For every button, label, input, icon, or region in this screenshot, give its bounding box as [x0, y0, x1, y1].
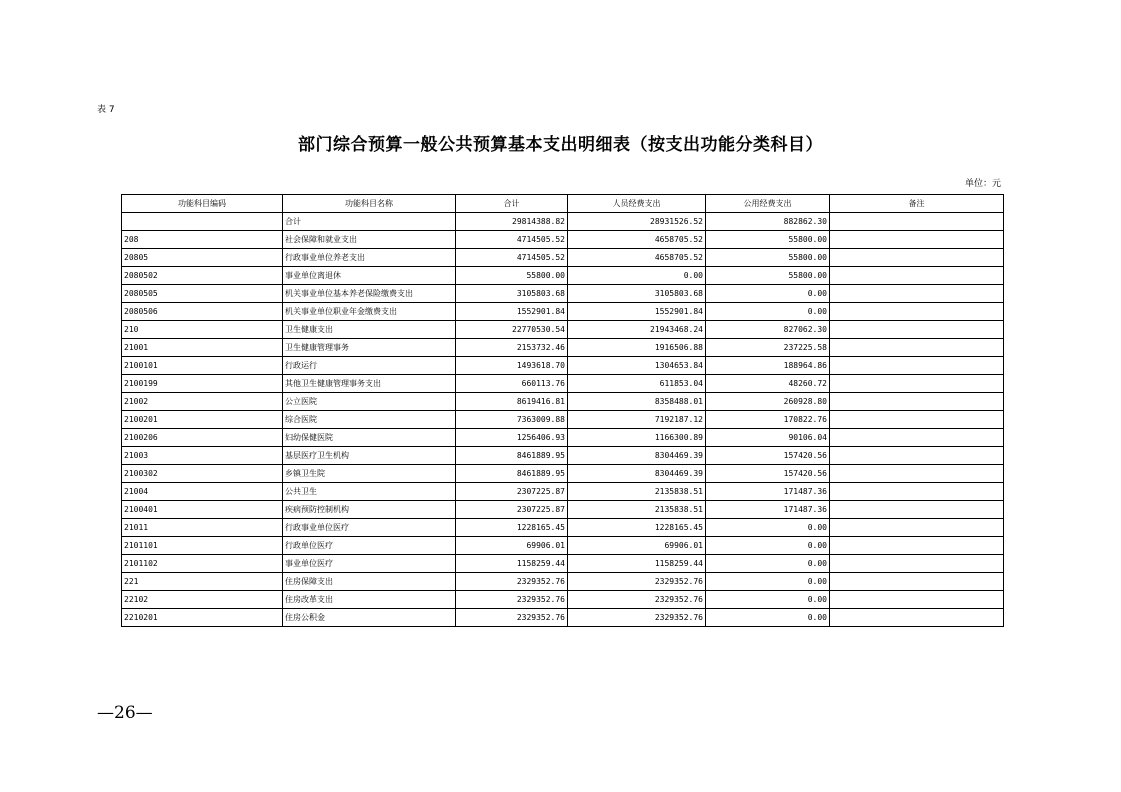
cell-note: [830, 393, 1004, 411]
cell-code: 2100206: [122, 429, 283, 447]
cell-public: 260928.80: [706, 393, 830, 411]
cell-total: 2307225.87: [456, 501, 568, 519]
cell-public: 48260.72: [706, 375, 830, 393]
cell-personnel: 2135838.51: [568, 483, 706, 501]
table-row: [122, 591, 1004, 609]
cell-public: 0.00: [706, 591, 830, 609]
cell-note: [830, 519, 1004, 537]
header-name: 功能科目名称: [283, 195, 456, 213]
header-personnel: 人员经费支出: [568, 195, 706, 213]
cell-personnel: 69906.01: [568, 537, 706, 555]
table-row: [122, 501, 1004, 519]
cell-total: 1256406.93: [456, 429, 568, 447]
cell-name: 综合医院: [283, 411, 456, 429]
cell-personnel: 1158259.44: [568, 555, 706, 573]
cell-total: 4714505.52: [456, 231, 568, 249]
cell-public: 171487.36: [706, 483, 830, 501]
cell-note: [830, 537, 1004, 555]
cell-personnel: 1552901.84: [568, 303, 706, 321]
table-row: [122, 483, 1004, 501]
cell-personnel: 1228165.45: [568, 519, 706, 537]
cell-name: 公立医院: [283, 393, 456, 411]
table-row: [122, 285, 1004, 303]
cell-name: 疾病预防控制机构: [283, 501, 456, 519]
cell-total: 2153732.46: [456, 339, 568, 357]
cell-total: 3105803.68: [456, 285, 568, 303]
cell-code: 210: [122, 321, 283, 339]
table-number-label: 表 7: [97, 105, 115, 115]
cell-public: 90106.04: [706, 429, 830, 447]
cell-name: 行政事业单位医疗: [283, 519, 456, 537]
table-row: [122, 447, 1004, 465]
cell-name: 事业单位离退休: [283, 267, 456, 285]
cell-code: 2100199: [122, 375, 283, 393]
cell-code: 22102: [122, 591, 283, 609]
cell-total: 1158259.44: [456, 555, 568, 573]
cell-total: 2329352.76: [456, 591, 568, 609]
cell-public: 157420.56: [706, 465, 830, 483]
cell-total: 1228165.45: [456, 519, 568, 537]
header-total: 合计: [456, 195, 568, 213]
cell-total: 8461889.95: [456, 447, 568, 465]
cell-total: 8461889.95: [456, 465, 568, 483]
cell-note: [830, 465, 1004, 483]
cell-name: 合计: [283, 213, 456, 231]
cell-personnel: 1166300.89: [568, 429, 706, 447]
cell-note: [830, 249, 1004, 267]
cell-personnel: 21943468.24: [568, 321, 706, 339]
cell-name: 住房公积金: [283, 609, 456, 627]
cell-code: 21003: [122, 447, 283, 465]
cell-code: 2101101: [122, 537, 283, 555]
cell-total: 1493618.70: [456, 357, 568, 375]
cell-public: 0.00: [706, 303, 830, 321]
cell-note: [830, 555, 1004, 573]
cell-name: 事业单位医疗: [283, 555, 456, 573]
cell-personnel: 4658705.52: [568, 231, 706, 249]
cell-name: 行政运行: [283, 357, 456, 375]
table-total-row: [122, 213, 1004, 231]
cell-note: [830, 213, 1004, 231]
cell-note: [830, 321, 1004, 339]
cell-code: 21011: [122, 519, 283, 537]
cell-total: 4714505.52: [456, 249, 568, 267]
table-row: [122, 555, 1004, 573]
cell-personnel: 3105803.68: [568, 285, 706, 303]
cell-note: [830, 375, 1004, 393]
cell-name: 机关事业单位基本养老保险缴费支出: [283, 285, 456, 303]
cell-note: [830, 285, 1004, 303]
cell-note: [830, 501, 1004, 519]
header-code: 功能科目编码: [122, 195, 283, 213]
cell-name: 卫生健康支出: [283, 321, 456, 339]
header-public: 公用经费支出: [706, 195, 830, 213]
cell-code: 2080505: [122, 285, 283, 303]
cell-personnel: 28931526.52: [568, 213, 706, 231]
cell-total: 660113.76: [456, 375, 568, 393]
cell-public: 55800.00: [706, 231, 830, 249]
cell-total: 7363009.88: [456, 411, 568, 429]
cell-note: [830, 339, 1004, 357]
cell-personnel: 2329352.76: [568, 609, 706, 627]
table-row: [122, 339, 1004, 357]
cell-note: [830, 573, 1004, 591]
cell-name: 住房保障支出: [283, 573, 456, 591]
expenditure-table: [121, 194, 1004, 627]
cell-public: 0.00: [706, 573, 830, 591]
cell-note: [830, 429, 1004, 447]
cell-code: 20805: [122, 249, 283, 267]
cell-note: [830, 303, 1004, 321]
cell-name: 机关事业单位职业年金缴费支出: [283, 303, 456, 321]
cell-total: 1552901.84: [456, 303, 568, 321]
cell-note: [830, 231, 1004, 249]
cell-name: 妇幼保健医院: [283, 429, 456, 447]
cell-name: 社会保障和就业支出: [283, 231, 456, 249]
cell-public: 188964.86: [706, 357, 830, 375]
cell-note: [830, 267, 1004, 285]
table-row: [122, 609, 1004, 627]
cell-total: 2329352.76: [456, 573, 568, 591]
cell-total: 8619416.81: [456, 393, 568, 411]
table-row: [122, 321, 1004, 339]
cell-name: 卫生健康管理事务: [283, 339, 456, 357]
cell-name: 行政单位医疗: [283, 537, 456, 555]
cell-personnel: 7192187.12: [568, 411, 706, 429]
cell-total: 55800.00: [456, 267, 568, 285]
cell-name: 公共卫生: [283, 483, 456, 501]
page-title: 部门综合预算一般公共预算基本支出明细表（按支出功能分类科目）: [298, 135, 823, 155]
cell-personnel: 4658705.52: [568, 249, 706, 267]
table-row: [122, 393, 1004, 411]
cell-personnel: 0.00: [568, 267, 706, 285]
cell-personnel: 1304653.84: [568, 357, 706, 375]
cell-name: 行政事业单位养老支出: [283, 249, 456, 267]
table-header-row: [122, 195, 1004, 213]
cell-note: [830, 357, 1004, 375]
cell-name: 住房改革支出: [283, 591, 456, 609]
cell-personnel: 2329352.76: [568, 573, 706, 591]
cell-name: 其他卫生健康管理事务支出: [283, 375, 456, 393]
cell-personnel: 8304469.39: [568, 447, 706, 465]
cell-code: 21002: [122, 393, 283, 411]
cell-note: [830, 591, 1004, 609]
table-row: [122, 267, 1004, 285]
table-row: [122, 411, 1004, 429]
cell-total: 29814388.82: [456, 213, 568, 231]
cell-personnel: 1916506.88: [568, 339, 706, 357]
cell-code: 2080502: [122, 267, 283, 285]
cell-personnel: 8304469.39: [568, 465, 706, 483]
cell-personnel: 611853.04: [568, 375, 706, 393]
cell-total: 2329352.76: [456, 609, 568, 627]
cell-code: 2101102: [122, 555, 283, 573]
page-number: —26—: [97, 703, 153, 723]
cell-personnel: 8358488.01: [568, 393, 706, 411]
cell-public: 0.00: [706, 519, 830, 537]
cell-public: 157420.56: [706, 447, 830, 465]
cell-code: 2100401: [122, 501, 283, 519]
cell-public: 170822.76: [706, 411, 830, 429]
cell-code: 2100101: [122, 357, 283, 375]
table-row: [122, 429, 1004, 447]
cell-code: 2080506: [122, 303, 283, 321]
cell-code: 21001: [122, 339, 283, 357]
cell-public: 237225.58: [706, 339, 830, 357]
table-row: [122, 465, 1004, 483]
table-row: [122, 303, 1004, 321]
unit-label: 单位：元: [964, 179, 1001, 189]
cell-code: 221: [122, 573, 283, 591]
table-row: [122, 537, 1004, 555]
cell-code: 208: [122, 231, 283, 249]
header-note: 备注: [830, 195, 1004, 213]
cell-name: 基层医疗卫生机构: [283, 447, 456, 465]
table-row: [122, 231, 1004, 249]
cell-public: 827062.30: [706, 321, 830, 339]
cell-note: [830, 411, 1004, 429]
cell-public: 55800.00: [706, 267, 830, 285]
cell-code: [122, 213, 283, 231]
cell-note: [830, 483, 1004, 501]
cell-public: 0.00: [706, 537, 830, 555]
cell-code: 2210201: [122, 609, 283, 627]
cell-total: 69906.01: [456, 537, 568, 555]
table-row: [122, 375, 1004, 393]
cell-code: 2100201: [122, 411, 283, 429]
cell-personnel: 2329352.76: [568, 591, 706, 609]
cell-public: 882862.30: [706, 213, 830, 231]
cell-total: 2307225.87: [456, 483, 568, 501]
table-row: [122, 357, 1004, 375]
cell-public: 0.00: [706, 555, 830, 573]
table-row: [122, 519, 1004, 537]
cell-personnel: 2135838.51: [568, 501, 706, 519]
table-row: [122, 249, 1004, 267]
cell-note: [830, 447, 1004, 465]
cell-public: 171487.36: [706, 501, 830, 519]
cell-public: 55800.00: [706, 249, 830, 267]
cell-code: 2100302: [122, 465, 283, 483]
cell-name: 乡镇卫生院: [283, 465, 456, 483]
cell-code: 21004: [122, 483, 283, 501]
cell-public: 0.00: [706, 609, 830, 627]
cell-public: 0.00: [706, 285, 830, 303]
cell-total: 22770530.54: [456, 321, 568, 339]
cell-note: [830, 609, 1004, 627]
table-row: [122, 573, 1004, 591]
